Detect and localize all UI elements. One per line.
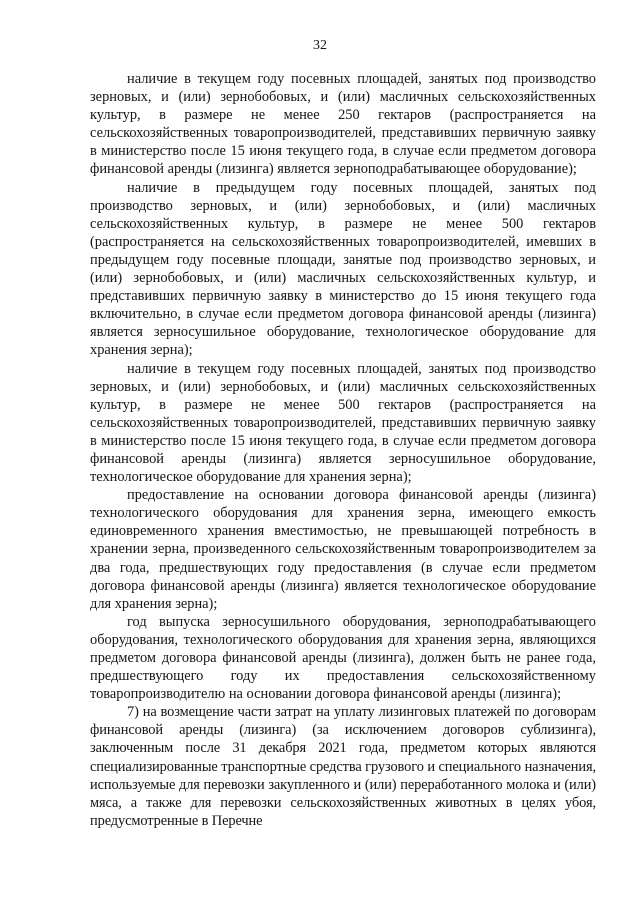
paragraph-item-7-leasing: 7) на возмещение части затрат на уплату лизинговых платежей по договорам финансовой аренды (лизинга) (за исключением договоров сублизинга), заключенным после 31 декабря 2021 года, предметом которых являются специализированные транспортные средства грузового и специального назначения, используемые для перевозки закупленного и (или) переработанного молока и (или) мяса, а также для перевозки сельскохозяйственных животных в целях убоя, предусмотренные в Перечне	[90, 704, 596, 829]
document-body	[90, 70, 596, 830]
paragraph-sown-area-previous-500: наличие в предыдущем году посевных площадей, занятых под производство зерновых, и (или) зернобобовых, и (или) масличных сельскохозяйственных культур, в размере не менее 500 гектаров (распространяется на сельскохозяйственных товаропроизводителей, имевших в предыдущем году посевные площади, занятые под производство зерновых, и (или) зернобобовых, и (или) масличных сельскохозяйственных культур, и представивших первичную заявку в министерство до 15 июня текущего года включительно, в случае если предметом договора финансовой аренды (лизинга) является зерносушильное оборудование, технологическое оборудование для хранения зерна);	[90, 179, 596, 359]
paragraph-storage-capacity: предоставление на основании договора финансовой аренды (лизинга) технологического оборудования для хранения зерна, имеющего емкость единовременного хранения вместимостью, не превышающей потребность в хранении зерна, произведенного сельскохозяйственным товаропроизводителем за два года, предшествующих году предоставления (в случае если предметом договора финансовой аренды (лизинга) является технологическое оборудование для хранения зерна);	[90, 487, 596, 612]
page-number: 32	[313, 38, 327, 53]
paragraph-sown-area-current-250: наличие в текущем году посевных площадей, занятых под производство зерновых, и (или) зернобобовых, и (или) масличных сельскохозяйственных культур, в размере не менее 250 гектаров (распространяется на сельскохозяйственных товаропроизводителей, представивших первичную заявку в министерство после 15 июня текущего года, в случае если предметом договора финансовой аренды (лизинга) является зерноподрабатывающее оборудование);	[90, 71, 596, 178]
paragraph-sown-area-current-500: наличие в текущем году посевных площадей, занятых под производство зерновых, и (или) зернобобовых, и (или) масличных сельскохозяйственных культур, в размере не менее 500 гектаров (распространяется на сельскохозяйственных товаропроизводителей, представивших первичную заявку в министерство после 15 июня текущего года, в случае если предметом договора финансовой аренды (лизинга) является зерносушильное оборудование, технологическое оборудование для хранения зерна);	[90, 360, 596, 486]
paragraph-equipment-year: год выпуска зерносушильного оборудования, зерноподрабатывающего оборудования, технологического оборудования для хранения зерна, являющихся предметом договора финансовой аренды (лизинга), должен быть не ранее года, предшествующего году их предоставления сельскохозяйственному товаропроизводителю на основании договора финансовой аренды (лизинга);	[90, 613, 596, 703]
